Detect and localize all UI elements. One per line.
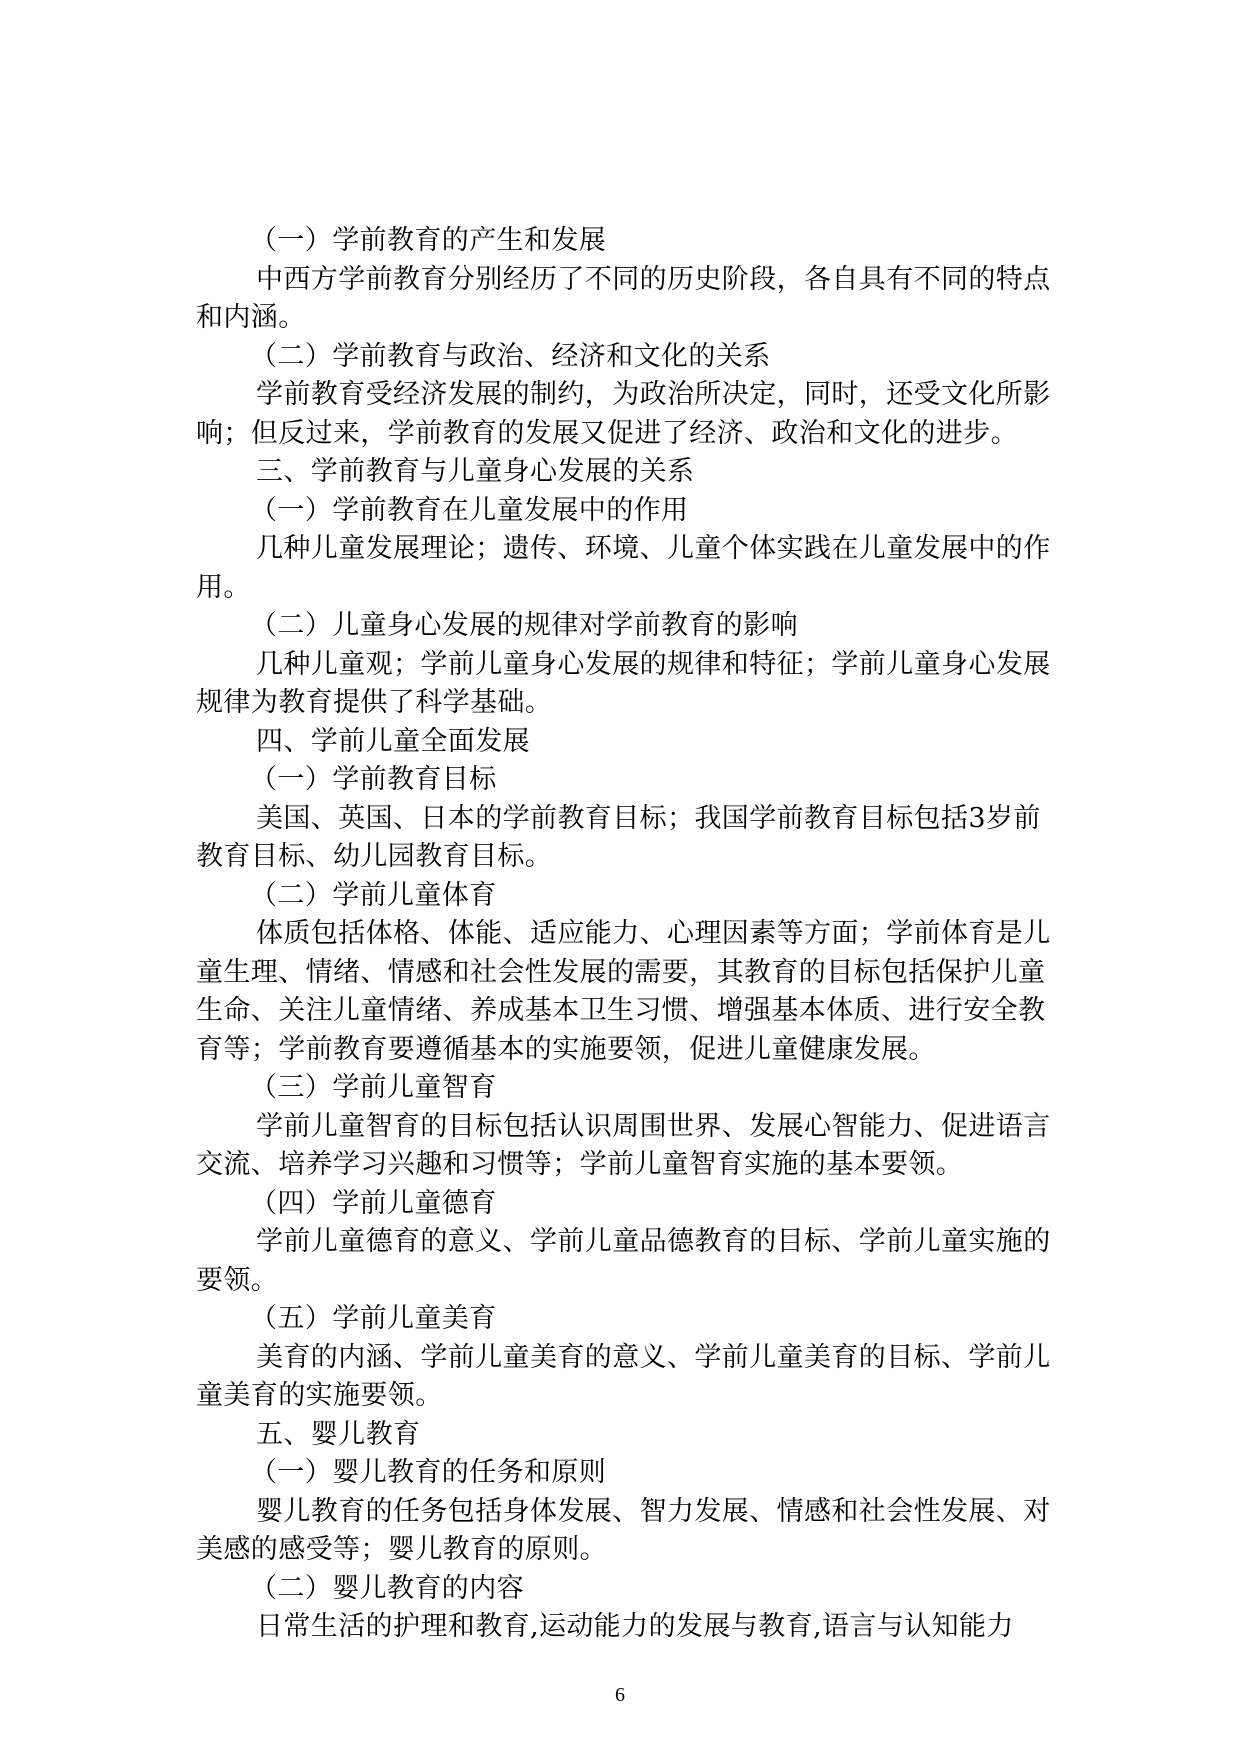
paragraph-line: 要领。	[196, 1264, 279, 1296]
section-heading: （一）学前教育的产生和发展	[250, 225, 607, 256]
paragraph-line: 育等；学前教育要遵循基本的实施要领，促进儿童健康发展。	[196, 1033, 936, 1065]
section-heading: （二）学前教育与政治、经济和文化的关系	[250, 340, 771, 372]
section-heading: （五）学前儿童美育	[250, 1303, 497, 1334]
paragraph-line: 规律为教育提供了科学基础。	[196, 687, 553, 718]
section-heading: （三）学前儿童智育	[250, 1072, 497, 1103]
paragraph-line: 交流、培养学习兴趣和习惯等；学前儿童智育实施的基本要领。	[196, 1149, 964, 1180]
paragraph-line: 童美育的实施要领。	[196, 1380, 443, 1411]
paragraph-line: 几种儿童观；学前儿童身心发展的规律和特征；学前儿童身心发展	[256, 648, 1051, 680]
section-heading: （二）儿童身心发展的规律对学前教育的影响	[250, 610, 798, 641]
paragraph-line: 体质包括体格、体能、适应能力、心理因素等方面；学前体育是儿	[256, 918, 1051, 949]
page-number: 6	[615, 1684, 625, 1706]
paragraph-line: 几种儿童发展理论；遗传、环境、儿童个体实践在儿童发展中的作	[256, 533, 1051, 564]
chapter-heading: 三、学前教育与儿童身心发展的关系	[256, 456, 695, 487]
paragraph-line: 美育的内涵、学前儿童美育的意义、学前儿童美育的目标、学前儿	[256, 1341, 1051, 1373]
section-heading: （一）婴儿教育的任务和原则	[250, 1457, 607, 1488]
paragraph-line: 用。	[196, 571, 251, 603]
paragraph-line: 婴儿教育的任务包括身体发展、智力发展、情感和社会性发展、对	[256, 1495, 1051, 1527]
section-heading: （二）婴儿教育的内容	[250, 1572, 524, 1604]
section-heading: （四）学前儿童德育	[250, 1187, 497, 1219]
chapter-heading: 五、婴儿教育	[256, 1418, 421, 1450]
paragraph-line: 学前儿童德育的意义、学前儿童品德教育的目标、学前儿童实施的	[256, 1226, 1051, 1257]
paragraph-line: 美国、英国、日本的学前教育目标；我国学前教育目标包括3岁前	[256, 802, 1041, 834]
paragraph-line: 美感的感受等；婴儿教育的原则。	[196, 1534, 607, 1565]
paragraph-line: 日常生活的护理和教育,运动能力的发展与教育,语言与认知能力	[256, 1611, 1014, 1642]
paragraph-line: 和内涵。	[196, 302, 306, 333]
paragraph-line: 中西方学前教育分别经历了不同的历史阶段，各自具有不同的特点	[256, 263, 1051, 295]
paragraph-line: 童生理、情绪、情感和社会性发展的需要，其教育的目标包括保护儿童	[196, 956, 1046, 988]
paragraph-line: 教育目标、幼儿园教育目标。	[196, 841, 553, 872]
page-body	[196, 222, 1102, 1647]
paragraph-line: 生命、关注儿童情绪、养成基本卫生习惯、增强基本体质、进行安全教	[196, 995, 1046, 1026]
section-heading: （二）学前儿童体育	[250, 879, 497, 911]
paragraph-line: 学前教育受经济发展的制约，为政治所决定，同时，还受文化所影	[256, 379, 1051, 410]
chapter-heading: 四、学前儿童全面发展	[256, 725, 530, 757]
paragraph-line: 学前儿童智育的目标包括认识周围世界、发展心智能力、促进语言	[256, 1110, 1051, 1142]
section-heading: （一）学前教育目标	[250, 764, 497, 795]
section-heading: （一）学前教育在儿童发展中的作用	[250, 494, 689, 526]
paragraph-line: 响；但反过来，学前教育的发展又促进了经济、政治和文化的进步。	[196, 417, 1018, 449]
